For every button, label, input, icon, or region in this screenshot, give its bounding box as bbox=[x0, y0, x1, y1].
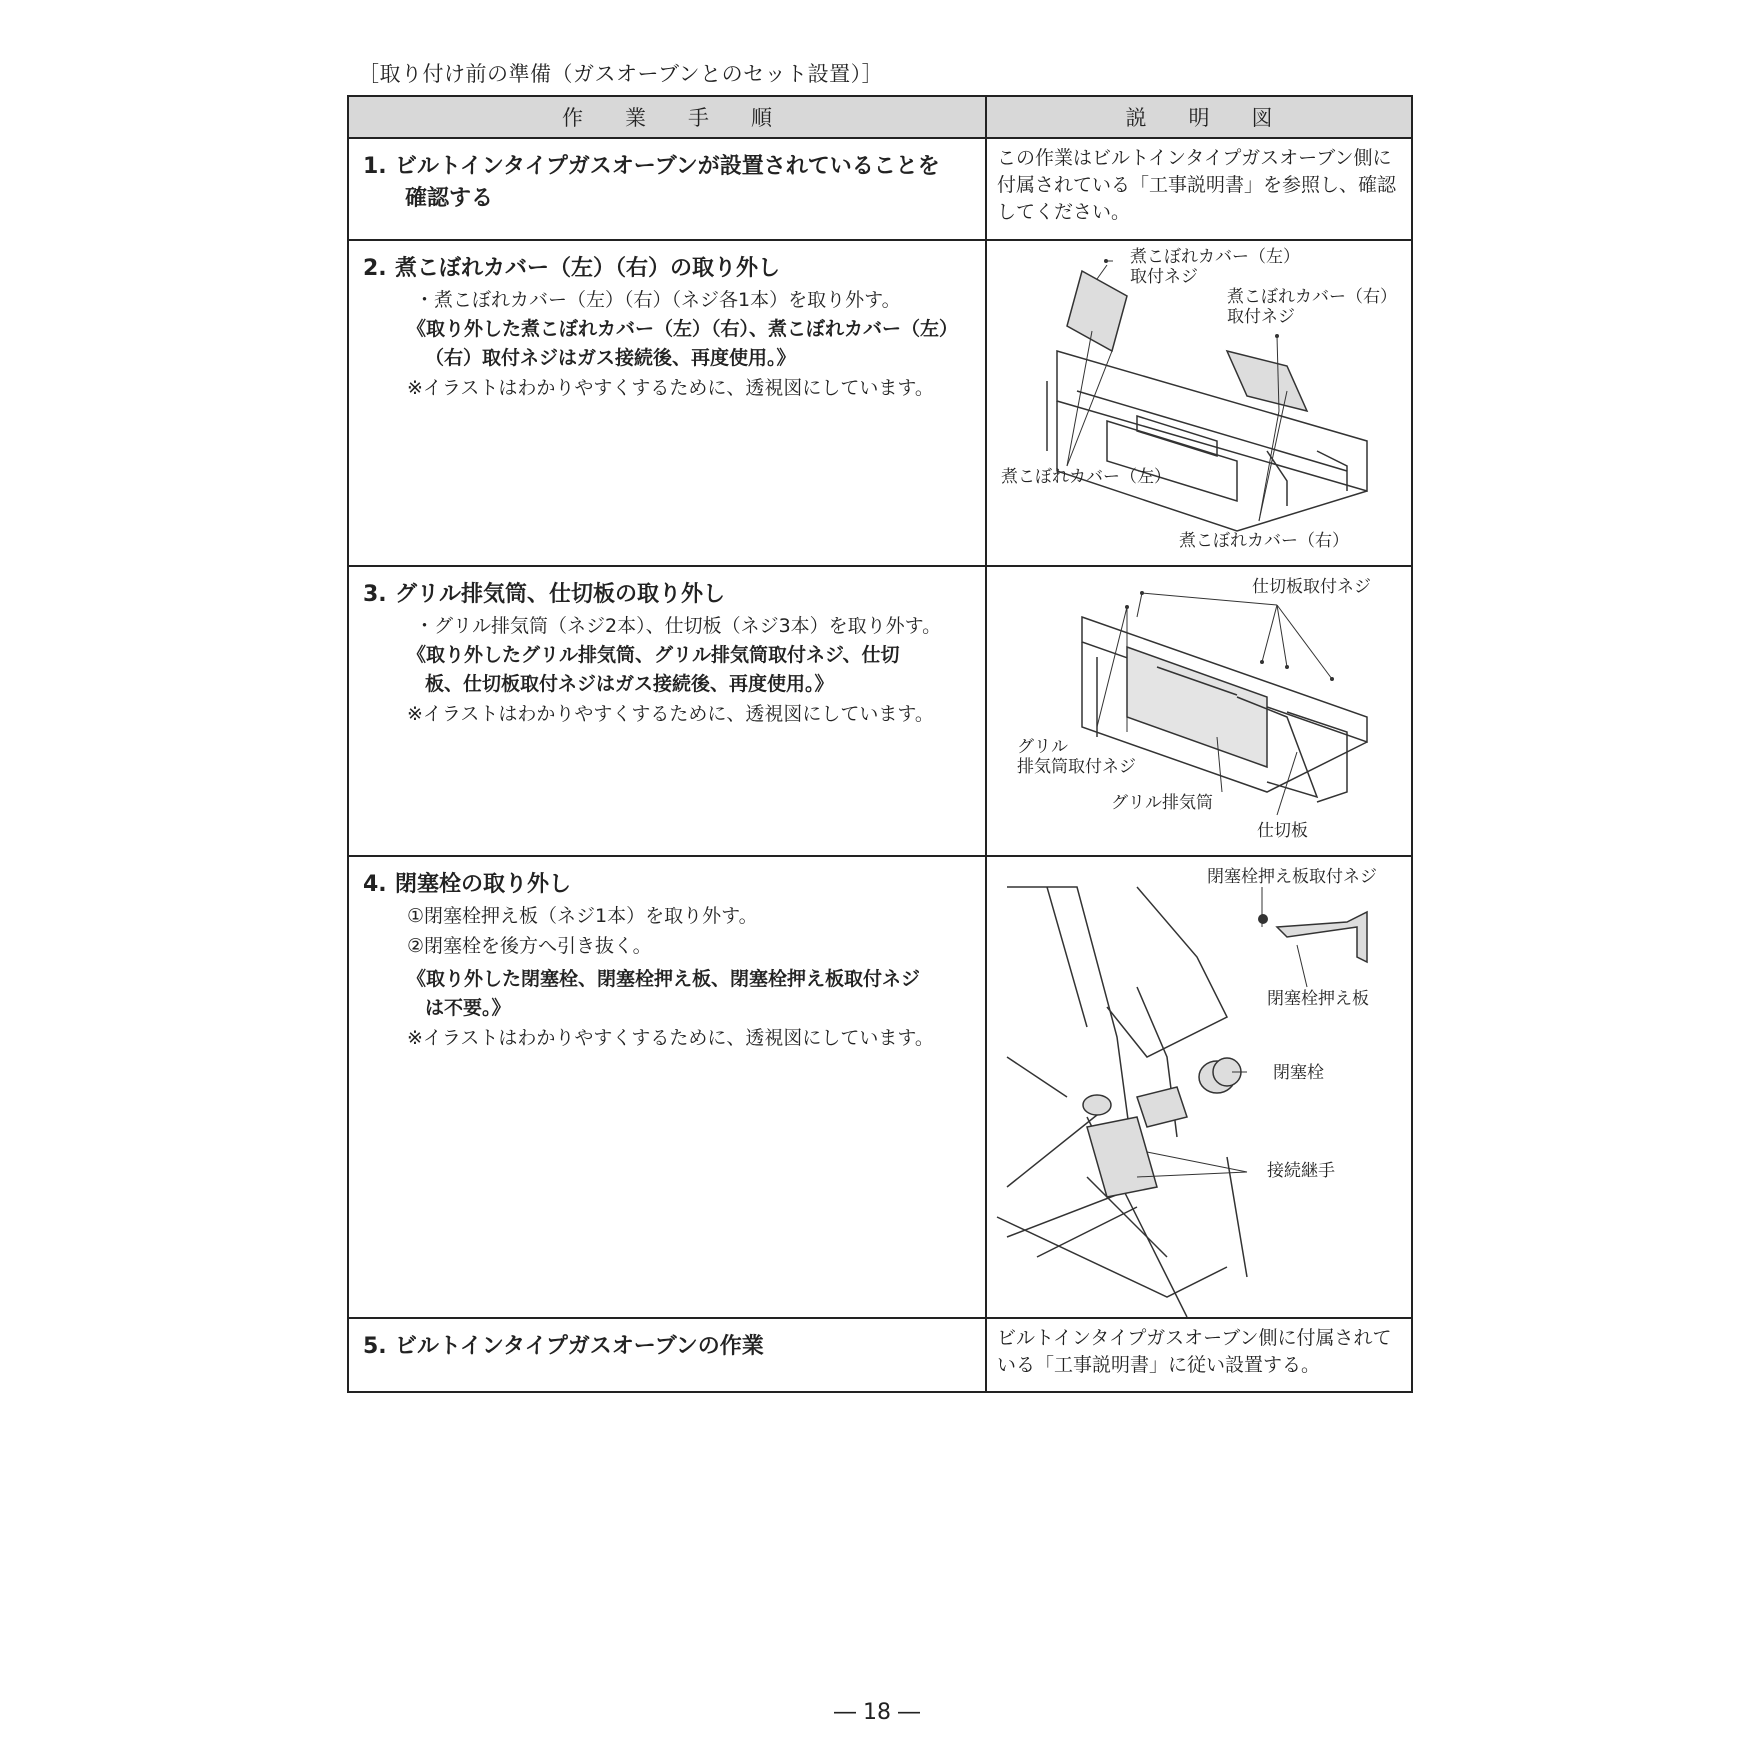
step-title: ビルトインタイプガスオーブンの作業 bbox=[395, 1334, 764, 1359]
step-bold-note bbox=[363, 641, 971, 699]
label-plug: 閉塞栓 bbox=[1273, 1063, 1324, 1083]
bold-note-line2: 板、仕切板取付ネジはガス接続後、再度使用。》 bbox=[425, 673, 834, 695]
label-grill-exhaust: グリル排気筒 bbox=[1111, 793, 1213, 813]
label-grill-exhaust-screw: 排気筒取付ネジ bbox=[1017, 757, 1136, 777]
label-right-cover-screw-2: 取付ネジ bbox=[1227, 307, 1295, 327]
label-plug-plate-screw: 閉塞栓押え板取付ネジ bbox=[1207, 867, 1377, 887]
table-row bbox=[348, 1318, 1412, 1392]
step-number: 5. bbox=[363, 1334, 387, 1359]
label-grill: グリル bbox=[1017, 737, 1068, 757]
page-number: ― 18 ― bbox=[834, 1700, 920, 1725]
step-bold-note bbox=[363, 315, 971, 373]
step-3-illustration bbox=[986, 566, 1412, 856]
step-instruction: ・グリル排気筒（ネジ2本）、仕切板（ネジ3本）を取り外す。 bbox=[415, 615, 942, 637]
plug-removal-diagram bbox=[987, 857, 1411, 1317]
step-4-illustration bbox=[986, 856, 1412, 1318]
step-number: 2. bbox=[363, 256, 387, 281]
step-5-description: ビルトインタイプガスオーブン側に付属されている「工事説明書」に従い設置する。 bbox=[986, 1318, 1412, 1392]
step-note: ※イラストはわかりやすくするために、透視図にしています。 bbox=[407, 1027, 934, 1049]
label-left-cover-screw-2: 取付ネジ bbox=[1130, 267, 1198, 287]
step-instruction-1: ①閉塞栓押え板（ネジ1本）を取り外す。 bbox=[407, 905, 758, 927]
label-right-cover: 煮こぼれカバー（右） bbox=[1179, 531, 1349, 551]
procedure-table bbox=[347, 95, 1413, 1393]
bold-note-line1: 《取り外した閉塞栓、閉塞栓押え板、閉塞栓押え板取付ネジ bbox=[407, 968, 921, 990]
step-number: 4. bbox=[363, 872, 387, 897]
label-partition-screw: 仕切板取付ネジ bbox=[1252, 577, 1371, 597]
table-row bbox=[348, 240, 1412, 566]
step-title: 煮こぼれカバー（左）（右）の取り外し bbox=[395, 256, 781, 281]
step-title-cont: 確認する bbox=[405, 186, 494, 211]
step-note: ※イラストはわかりやすくするために、透視図にしています。 bbox=[407, 377, 934, 399]
bold-note-line2: （右）取付ネジはガス接続後、再度使用。》 bbox=[425, 347, 796, 369]
header-illustration: 説 明 図 bbox=[986, 96, 1412, 138]
label-left-cover: 煮こぼれカバー（左） bbox=[1001, 467, 1171, 487]
step-1-description: この作業はビルトインタイプガスオーブン側に付属されている「工事説明書」を参照し、確認してください。 bbox=[986, 138, 1412, 240]
step-4-cell bbox=[348, 856, 986, 1318]
label-fitting: 接続継手 bbox=[1267, 1161, 1335, 1181]
step-2-cell bbox=[348, 240, 986, 566]
step-number: 1. bbox=[363, 154, 387, 179]
header-procedure: 作 業 手 順 bbox=[348, 96, 986, 138]
table-row bbox=[348, 138, 1412, 240]
section-title: ［取り付け前の準備（ガスオーブンとのセット設置）］ bbox=[358, 62, 884, 86]
label-right-cover-screw: 煮こぼれカバー（右） bbox=[1227, 287, 1397, 307]
label-plug-plate: 閉塞栓押え板 bbox=[1267, 989, 1369, 1009]
table-header-row bbox=[348, 96, 1412, 138]
step-title: ビルトインタイプガスオーブンが設置されていることを bbox=[395, 154, 940, 179]
table-row bbox=[348, 856, 1412, 1318]
table-row bbox=[348, 566, 1412, 856]
step-3-cell bbox=[348, 566, 986, 856]
bold-note-line1: 《取り外した煮こぼれカバー（左）（右）、煮こぼれカバー（左） bbox=[407, 318, 959, 340]
step-title: 閉塞栓の取り外し bbox=[395, 872, 572, 897]
step-instruction: ・煮こぼれカバー（左）（右）（ネジ各1本）を取り外す。 bbox=[415, 289, 901, 311]
step-note: ※イラストはわかりやすくするために、透視図にしています。 bbox=[407, 703, 934, 725]
step-number: 3. bbox=[363, 582, 387, 607]
step-2-illustration bbox=[986, 240, 1412, 566]
label-partition: 仕切板 bbox=[1257, 821, 1308, 841]
label-left-cover-screw: 煮こぼれカバー（左） bbox=[1130, 247, 1300, 267]
step-instruction-2: ②閉塞栓を後方へ引き抜く。 bbox=[407, 935, 652, 957]
step-5-cell bbox=[348, 1318, 986, 1392]
bold-note-line1: 《取り外したグリル排気筒、グリル排気筒取付ネジ、仕切 bbox=[407, 644, 900, 666]
step-title: グリル排気筒、仕切板の取り外し bbox=[395, 582, 726, 607]
step-1-cell bbox=[348, 138, 986, 240]
step-bold-note bbox=[363, 965, 971, 1023]
bold-note-line2: は不要。》 bbox=[425, 997, 511, 1019]
